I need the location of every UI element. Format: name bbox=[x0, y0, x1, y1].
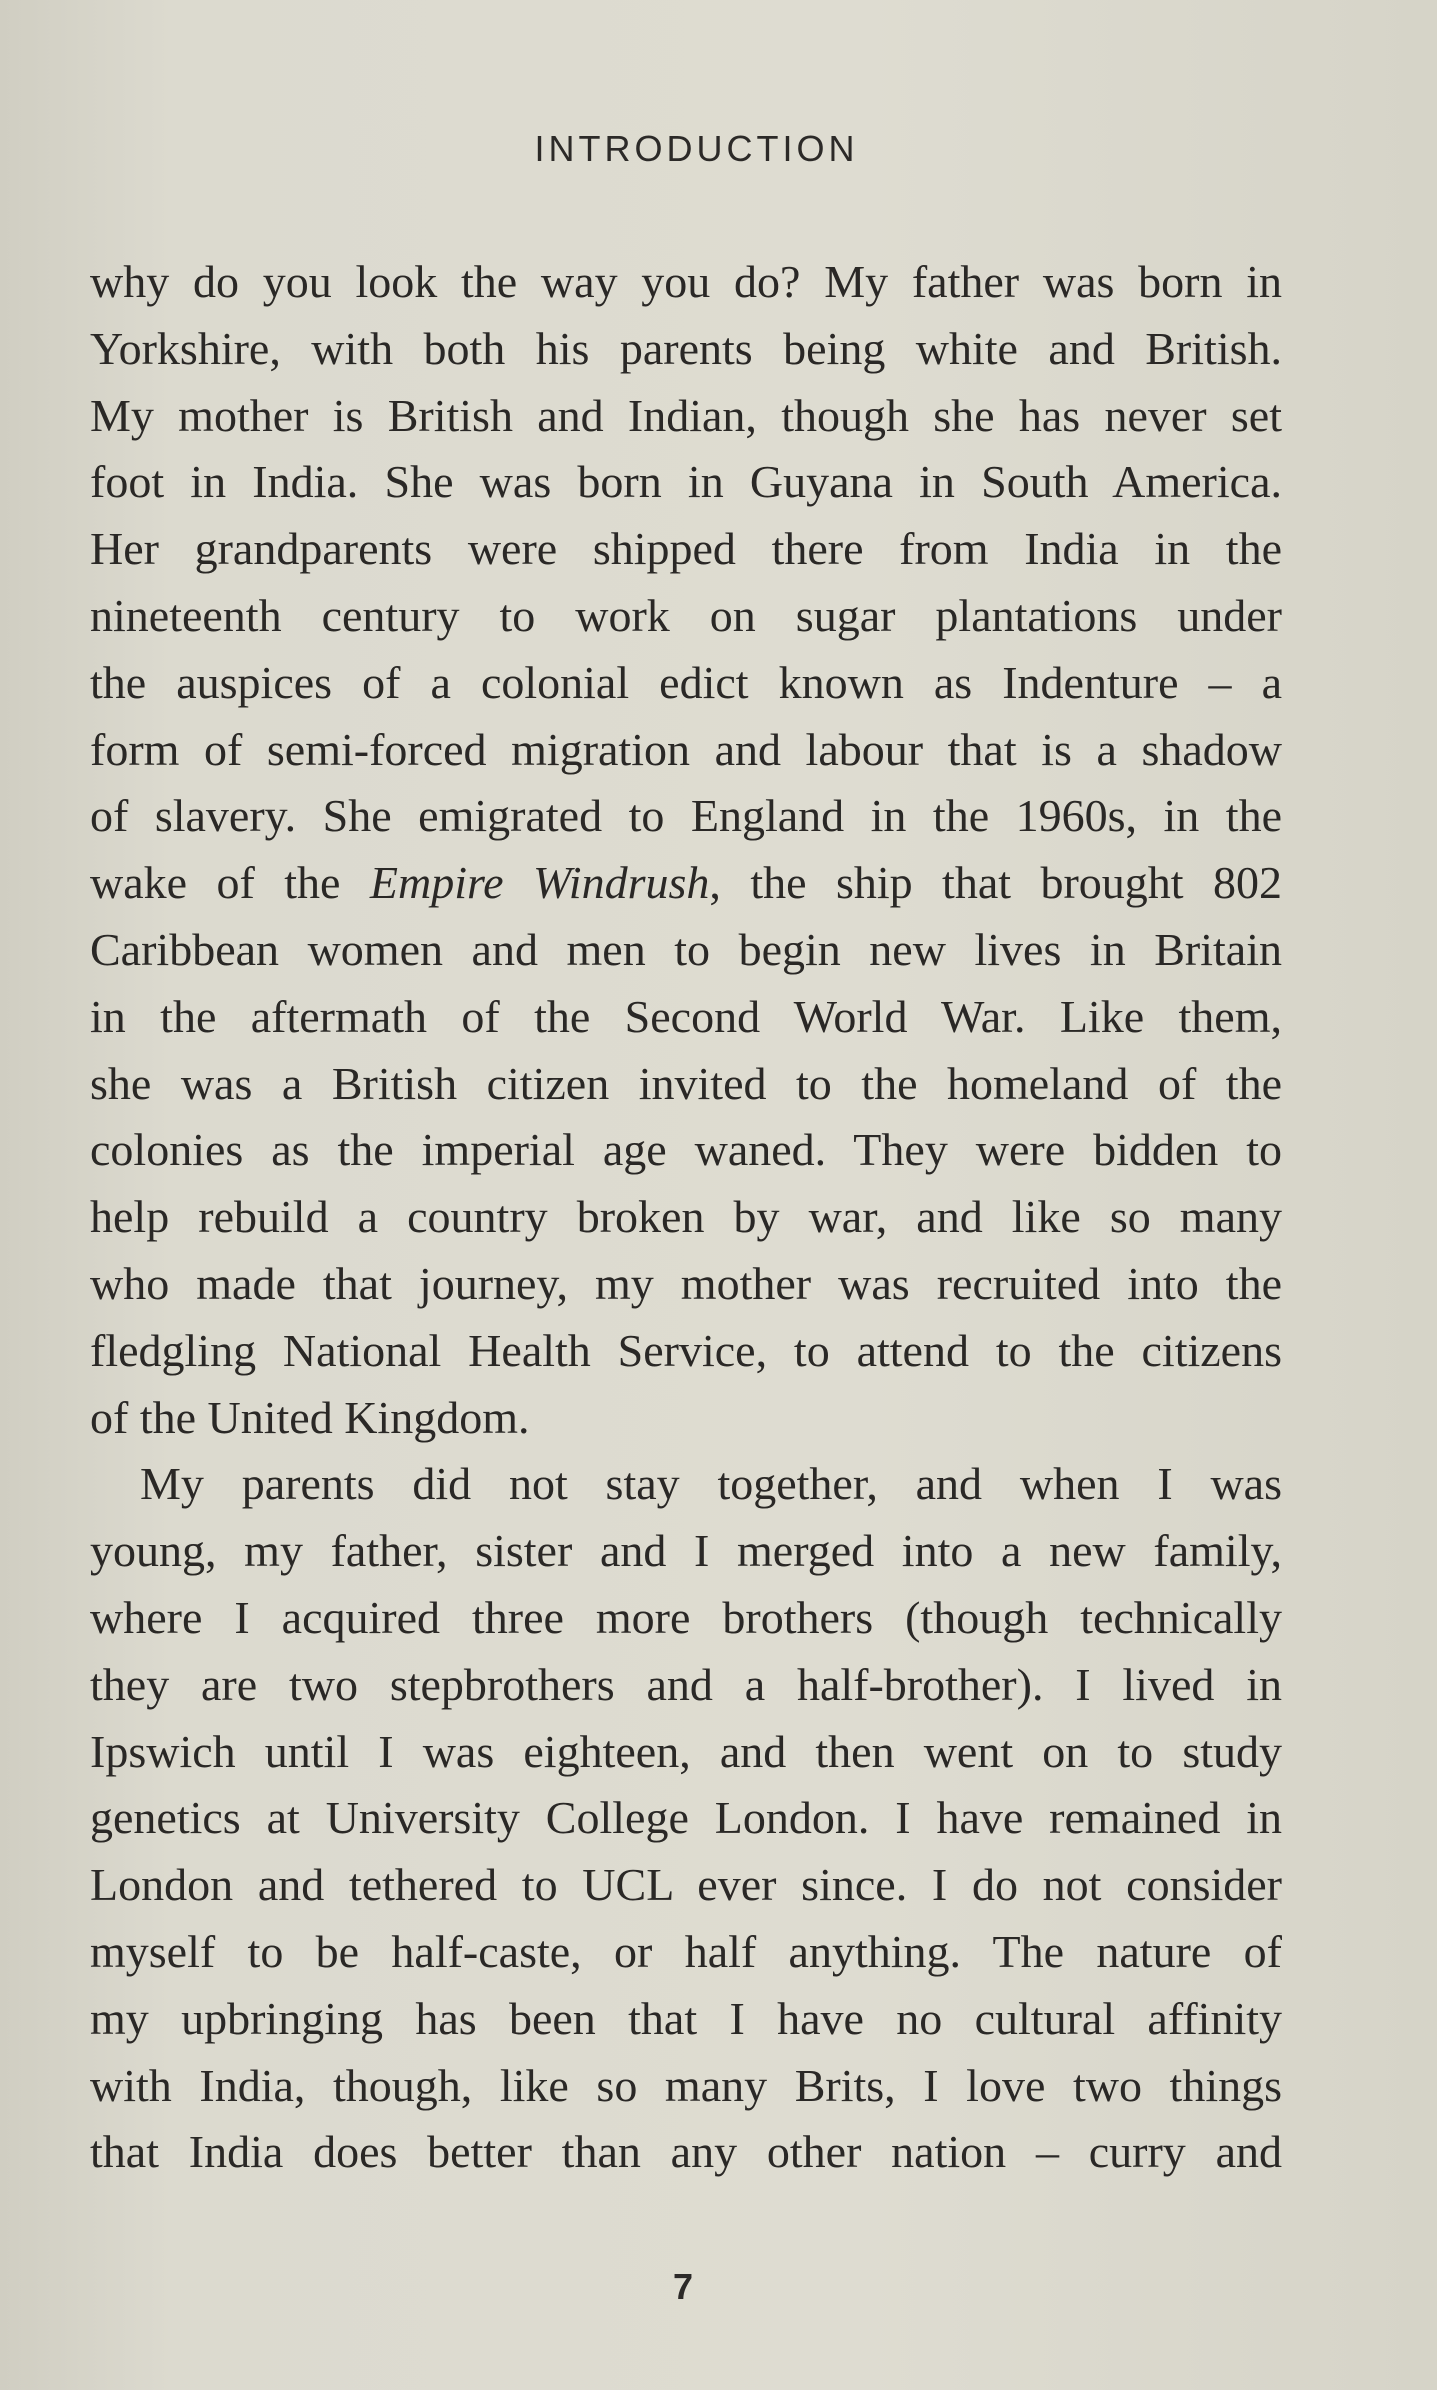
text-line: they are two stepbrothers and a half-brother). I lived in bbox=[90, 1658, 1282, 1710]
text-line: she was a British citizen invited to the homeland of the bbox=[90, 1057, 1282, 1109]
page-number: 7 bbox=[672, 2266, 694, 2307]
text-line: My mother is British and Indian, though she has never set bbox=[90, 389, 1282, 441]
text-line: My parents did not stay together, and when I was bbox=[140, 1458, 1282, 1510]
text-line: Her grandparents were shipped there from India in the bbox=[90, 523, 1282, 575]
text-line: of slavery. She emigrated to England in the 1960s, in the bbox=[90, 790, 1282, 842]
text-run: , the ship that brought 802 bbox=[709, 857, 1282, 909]
text-run: wake of the bbox=[90, 857, 370, 909]
text-line: the auspices of a colonial edict known as Indenture – a bbox=[90, 656, 1282, 708]
text-line: with India, though, like so many Brits, I love two things bbox=[90, 2059, 1282, 2111]
text-line: fledgling National Health Service, to attend to the citizens bbox=[90, 1324, 1282, 1376]
body-text bbox=[90, 249, 1282, 2186]
text-line: genetics at University College London. I have remained in bbox=[90, 1792, 1282, 1844]
running-head: INTRODUCTION bbox=[534, 128, 859, 169]
text-line: of the United Kingdom. bbox=[90, 1391, 530, 1443]
paragraph-2 bbox=[90, 1451, 1282, 2186]
text-line: help rebuild a country broken by war, and like so many bbox=[90, 1191, 1282, 1243]
text-line: form of semi-forced migration and labour that is a shadow bbox=[90, 723, 1282, 775]
text-line: Caribbean women and men to begin new lives in Britain bbox=[90, 923, 1282, 975]
text-line: London and tethered to UCL ever since. I do not consider bbox=[90, 1859, 1282, 1911]
text-line: foot in India. She was born in Guyana in South America. bbox=[90, 456, 1282, 508]
text-line: Ipswich until I was eighteen, and then went on to study bbox=[90, 1725, 1282, 1777]
paragraph-1 bbox=[90, 249, 1282, 1451]
text-line: in the aftermath of the Second World War. Like them, bbox=[90, 990, 1282, 1042]
text-line: that India does better than any other nation – curry and bbox=[90, 2126, 1282, 2178]
text-line: where I acquired three more brothers (though technically bbox=[90, 1591, 1282, 1643]
text-line: young, my father, sister and I merged into a new family, bbox=[90, 1525, 1282, 1577]
text-line: who made that journey, my mother was recruited into the bbox=[90, 1257, 1282, 1309]
text-line: colonies as the imperial age waned. They were bidden to bbox=[90, 1124, 1282, 1176]
text-line: why do you look the way you do? My father was born in bbox=[90, 256, 1282, 307]
text-line: myself to be half-caste, or half anything. The nature of bbox=[90, 1925, 1282, 1977]
text-line: nineteenth century to work on sugar plantations under bbox=[90, 589, 1282, 641]
text-line: my upbringing has been that I have no cultural affinity bbox=[90, 1992, 1282, 2044]
ship-name: Empire Windrush bbox=[369, 857, 710, 909]
text-line: Yorkshire, with both his parents being white and British. bbox=[90, 322, 1282, 374]
text-line-with-ship-name bbox=[90, 850, 1282, 917]
